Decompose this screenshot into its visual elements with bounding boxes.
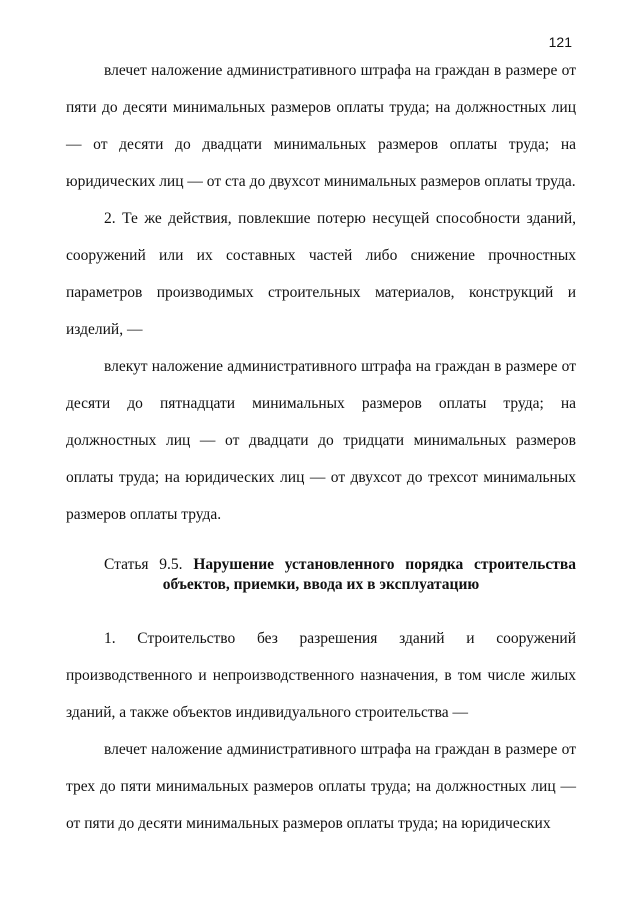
article-heading: [66, 555, 576, 595]
text-block-bottom: [66, 620, 576, 842]
article-title-line-2: объектов, приемки, ввода их в эксплуатацию: [162, 576, 480, 593]
text-block-top: [66, 52, 576, 533]
page-number: 121: [548, 34, 572, 50]
article-heading-line-1: [66, 555, 576, 575]
paragraph-item-1: 1. Строительство без разрешения зданий и сооружений производственного и непроизводственного назначения, в том числе жилых зданий, а также объектов индивидуального строительства —: [66, 630, 576, 721]
paragraph-penalty-2: влекут наложение административного штрафа на граждан в размере от десяти до пятнадцати минимальных размеров оплаты труда; на должностных лиц — от двадцати до тридцати минимальных размеров оплаты труда; на юридических лиц — от двухсот до трехсот минимальных размеров оплаты труда.: [66, 358, 576, 523]
paragraph-penalty-3: влечет наложение административного штрафа на граждан в размере от трех до пяти минимальных размеров оплаты труда; на должностных лиц — от пяти до десяти минимальных размеров оплаты труда; на юридических: [66, 741, 576, 832]
paragraph-item-2: 2. Те же действия, повлекшие потерю несущей способности зданий, сооружений или их составных частей либо снижение прочностных параметров производимых строительных материалов, конструкций и изделий, —: [66, 210, 576, 338]
article-number: Статья 9.5.: [104, 556, 183, 573]
article-title-line-1: Нарушение установленного порядка строительства: [193, 556, 576, 573]
paragraph-penalty-1: влечет наложение административного штрафа на граждан в размере от пяти до десяти минимальных размеров оплаты труда; на должностных лиц — от десяти до двадцати минимальных размеров оплаты труда; на юридических лиц — от ста до двухсот минимальных размеров оплаты труда.: [66, 62, 576, 190]
